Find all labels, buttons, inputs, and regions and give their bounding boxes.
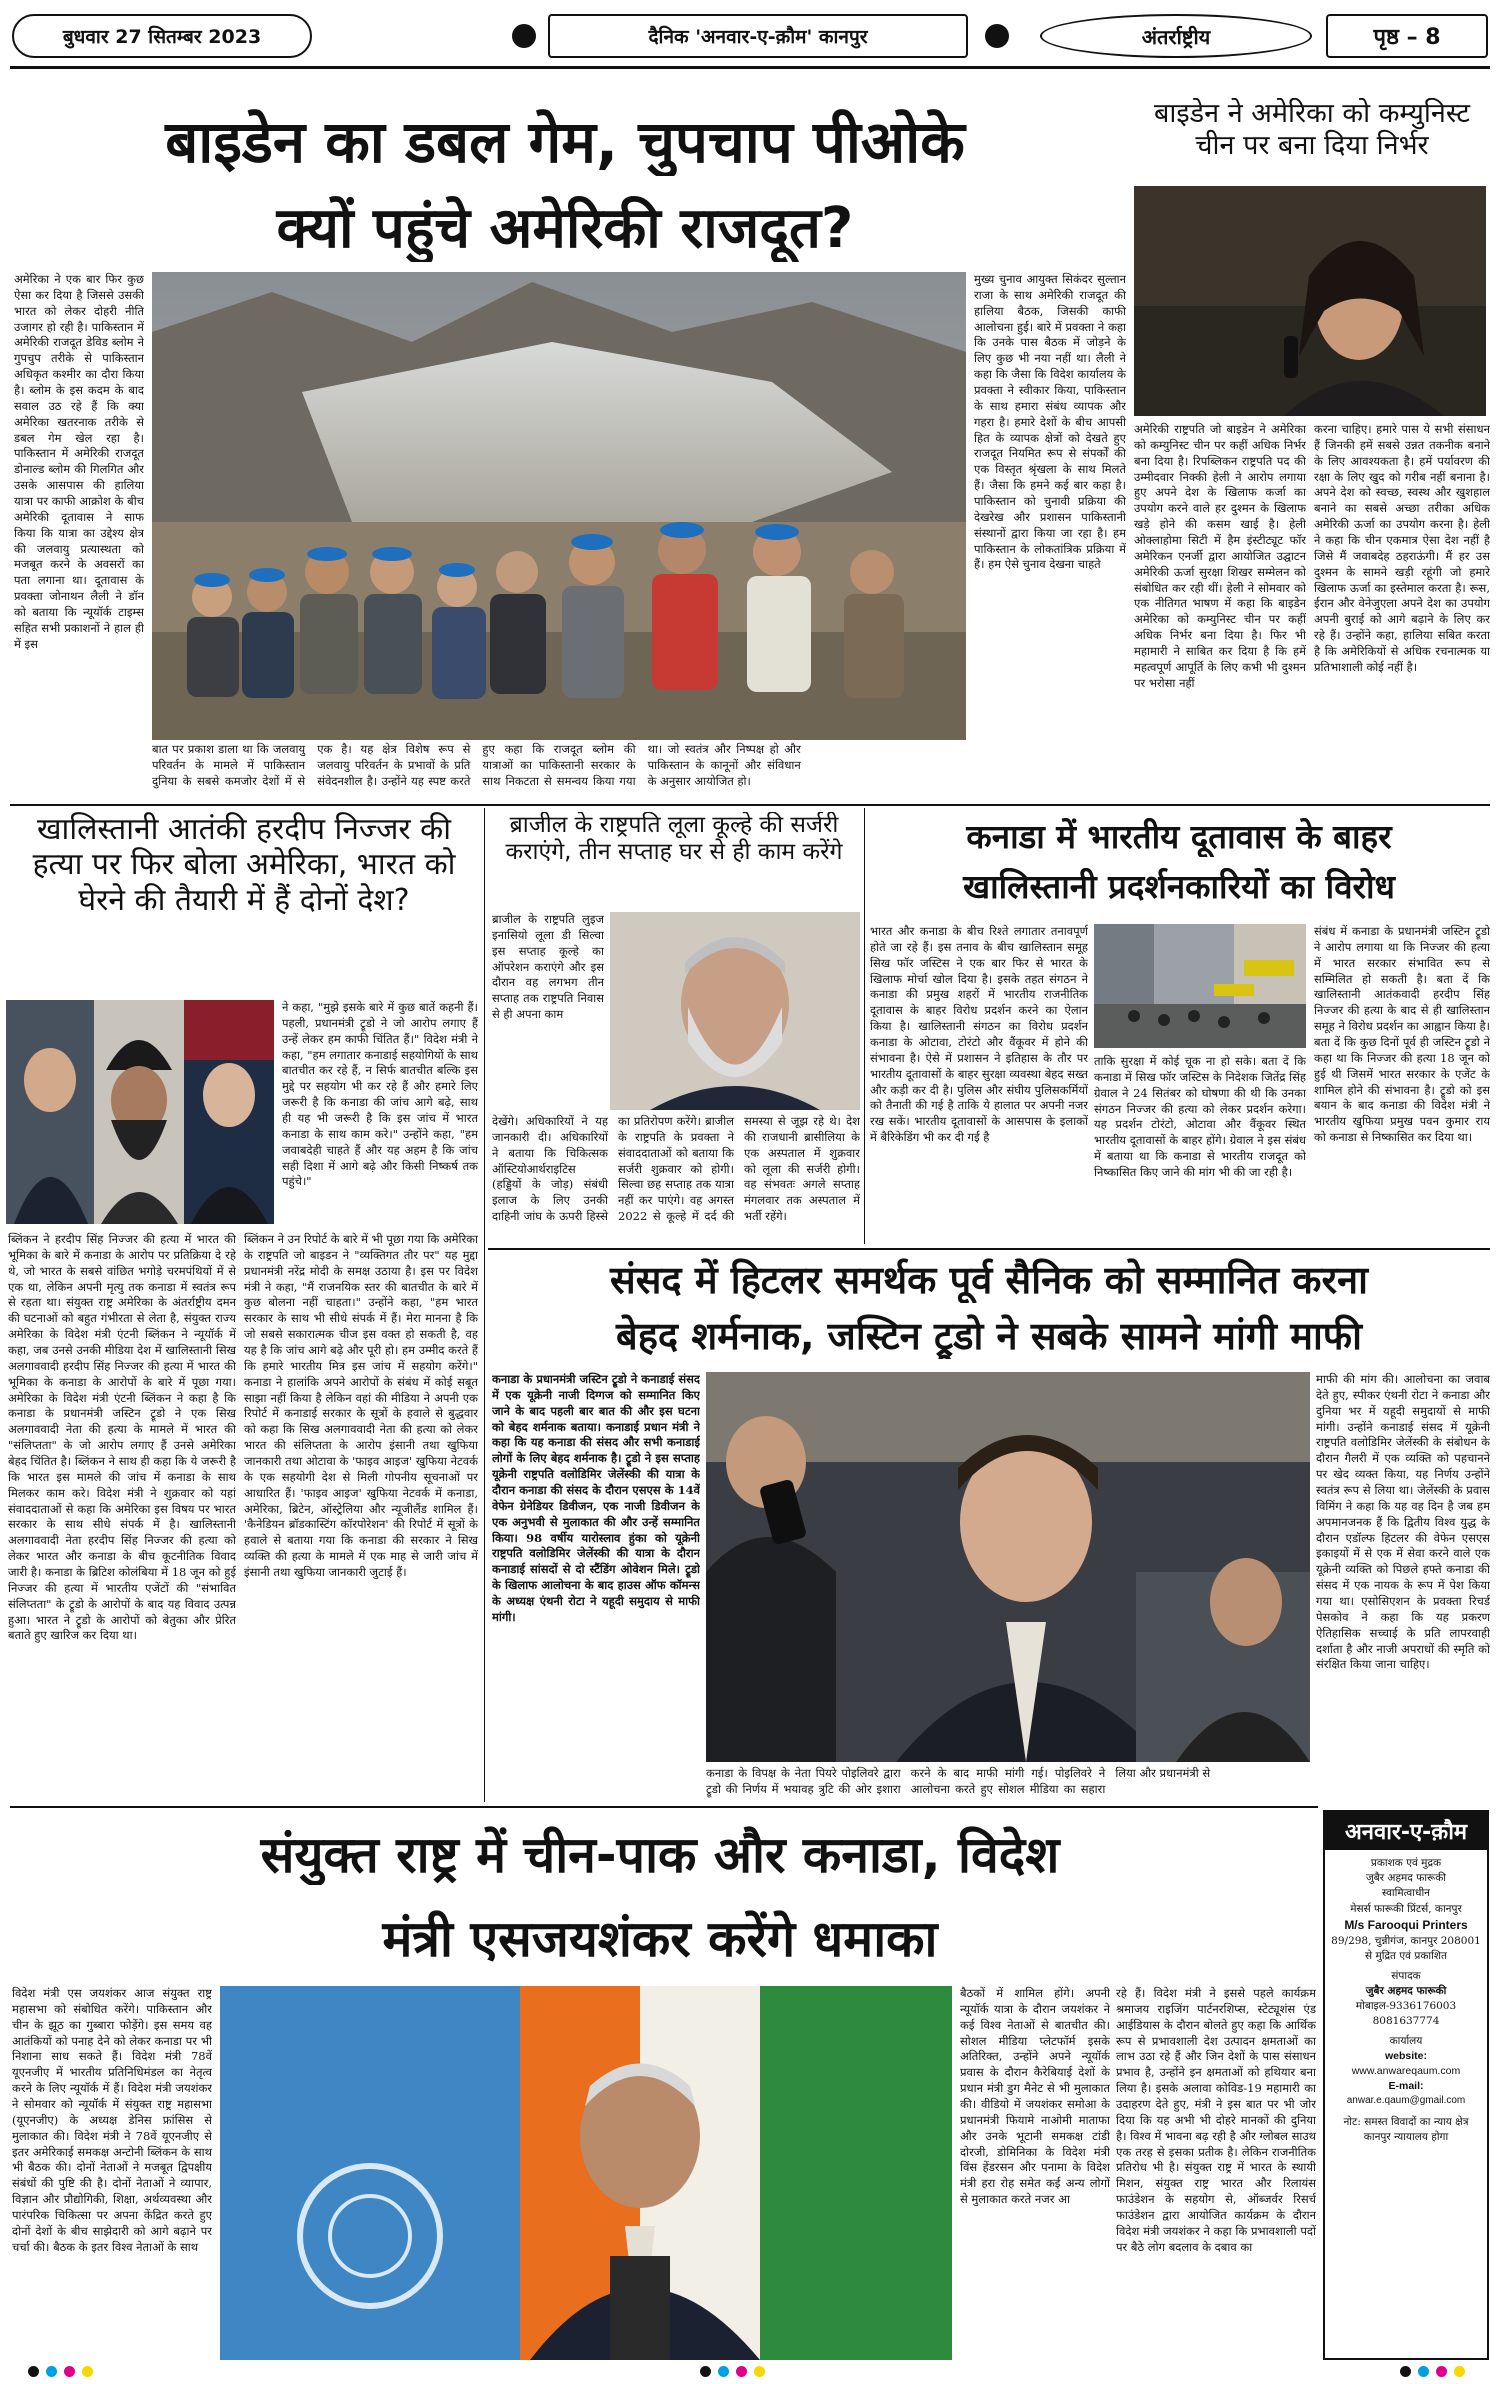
canada-protest-column-left: भारत और कनाडा के बीच रिश्ते लगातार तनावपूर्ण होते जा रहे हैं। इस तनाव के बीच खालिस्तान समूह सिख फॉर जस्टिस ने एक बार फिर से भारत के खिलाफ मोर्चा खोल दिया है। इसके तहत संगठन ने कनाडा की प्रमुख शहरों में भारतीय राजनीतिक दूतावास के बाहर विरोध प्रदर्शन करने का ऐलान किया है। खालिस्तानी संगठन का विरोध प्रदर्शन कनाडा के ओटावा, टोरंटो और वैंकूवर में होने की संभावना है। ऐसे में प्रशासन ने इतिहास के तौर पर भारतीय दूतावासों के बाहर सुरक्षा व्यवस्था बेहद सख्त और कड़ी कर दी है। पुलिस और संघीय पुलिसकर्मियों को तैनाती की गई है ताकि ये हालात पर अपनी नजर रख सकें। भारतीय दूतावासों के आसपास के इलाकों में बैरिकेडिंग भी कर दी गई है <box>870 924 1088 1145</box>
lead-headline-line-2: क्यों पहुंचे अमेरिकी राजदूत? <box>276 196 854 261</box>
lead-group-photo <box>152 272 966 740</box>
imprint-box <box>1323 1810 1489 2360</box>
imprint-lines <box>1325 1850 1487 2151</box>
jaishankar-headline-line-1: संयुक्त राष्ट्र में चीन-पाक और कनाडा, विदेश <box>260 1826 1060 1884</box>
registration-mark <box>1436 2366 1447 2377</box>
jaishankar-column-left: विदेश मंत्री एस जयशंकर आज संयुक्त राष्ट्र महासभा को संबोधित करेंगे। पाकिस्तान और चीन के झूठ का गुब्बारा फोड़ेंगे। इस समय वह आतंकियों को पनाह देने को लेकर कनाडा पर भी निशाना साध सकते हैं। विदेश मंत्री 78वें यूएनजीए में भारतीय प्रतिनिधिमंडल का नेतृत्व करने के लिए न्यूयॉर्क में हैं। विदेश मंत्री जयशंकर ने सोमवार को न्यूयॉर्क में संयुक्त राष्ट्र महासभा (यूएनजीए) के अध्यक्ष डेनिस फ्रांसिस से मुलाकात की। विदेश मंत्री ने 78वें यूएनजीए से इतर अमेरिकाई समकक्ष अन्टोनी ब्लिंकन के साथ भी बैठक की। दोनों नेताओं ने मजबूत द्विपक्षीय संबंधों की पुष्टि की है। दोनों नेताओं ने व्यापार, विज्ञान और प्रौद्योगिकी, शिक्षा, अर्थव्यवस्था और पारंपरिक चिकित्सा पर अपना केंद्रित करते हुए दोनों देशों के बीच साझेदारी को आगे बढ़ाने पर चर्चा की। बैठक के इतर विश्व नेताओं के साथ <box>12 1986 212 2254</box>
nijjar-headline: खालिस्तानी आतंकी हरदीप निज्जर की हत्या पर फिर बोला अमेरिका, भारत को घेरने की तैयारी में हैं दोनों देश? <box>32 812 456 918</box>
trudeau-headline-line-2: बेहद शर्मनाक, जस्टिन ट्रूडो ने सबके सामने मांगी माफी <box>616 1314 1362 1358</box>
haley-photo <box>1134 186 1486 416</box>
haley-column-2: करना चाहिए। हमारे पास ये सभी संसाधन हैं जिनकी हमें सबसे उन्नत तकनीक बनाने के लिए आवश्यकता है। हमें पर्यावरण की रक्षा के लिए खुद को गरीब नहीं बनाना है। अपने देश को स्वच्छ, स्वस्थ और खुशहाल बनाने का सबसे अच्छा तरीका अधिक अमेरिकी ऊर्जा का उपयोग करना है। हेली ने कहा कि चीन एकमात्र ऐसा देश नहीं है जिसे मैं जवाबदेह ठहराऊंगी। मैं हर उस दुश्मन के सामने खड़ी रहूंगी जो हमारे खिलाफ ऊर्जा का इस्तेमाल करता है। रूस, ईरान और वेनेजुएला अपने देश का उपयोग अपनी बुराई को आगे बढ़ाने के लिए कर रहे हैं। उन्होंने कहा, हालिया सबित करता है कि अमेरिकियों से अधिक रचनात्मक या प्रतिभाशाली कोई नहीं है। <box>1314 422 1490 674</box>
lead-column-right: मुख्य चुनाव आयुक्त सिकंदर सुल्तान राजा के साथ अमेरिकी राजदूत की हालिया बैठक, जिसकी काफी आलोचना हुई। बारे में प्रवक्ता ने कहा कि उनके पास बैठक में जोड़ने के लिए कुछ भी नया नहीं था। लैली ने कहा कि जैसा कि विदेश कार्यालय के प्रवक्ता ने स्वीकार किया, पाकिस्तान के साथ हमारा संबंध व्यापक और गहरा है। हमारे देशों के बीच आपसी हित के व्यापक क्षेत्रों को देखते हुए राजदूत नियमित रूप से संपर्कों की एक विस्तृत श्रृंखला के साथ मिलते हैं। जैसा कि हमने कई बार कहा है। पाकिस्तान को चुनावी प्रक्रिया की देखरेख और प्रशासन पाकिस्तानी संस्थानों द्वारा किया जा रहा है। हम पाकिस्तान के लोकतांत्रिक प्रक्रिया में हैं। हम ऐसे चुनाव देखना चाहते <box>974 272 1126 572</box>
lula-photo <box>610 912 860 1110</box>
registration-mark <box>754 2366 765 2377</box>
registration-mark <box>1418 2366 1429 2377</box>
bullet-icon <box>512 24 536 48</box>
nijjar-column-beside-photo: ने कहा, "मुझे इसके बारे में कुछ बातें कहनी हैं। पहली, प्रधानमंत्री ट्रूडो ने जो आरोप लगाए हैं उन्हें लेकर हम काफी चिंतित हैं।" विदेश मंत्री ने कहा, "हम लगातार कनाडाई सहयोगियों के साथ बातचीत कर रहे हैं, न सिर्फ बातचीत बल्कि इस मुद्दे पर सहयोग भी कर रहे हैं और हमारे लिए जरूरी है कि कनाडा की जांच आगे बढ़े, साथ ही यह भी जरूरी है कि इस जांच में भारत कनाडा के साथ काम करे।" उन्होंने कहा, "हम जवाबदेही चाहते हैं और यह अहम है कि जांच सही दिशा में आगे बढ़े और किसी निष्कर्ष तक पहुंचे।" <box>282 1000 478 1189</box>
imprint-email[interactable]: anwar.e.qaum@gmail.com <box>1346 2095 1466 2107</box>
trudeau-column-right: माफी की मांग की। आलोचना का जवाब देते हुए, स्पीकर एंथनी रोटा ने कनाडा और दुनिया भर में यहूदी समुदायों से माफी मांगी। उन्होंने कनाडाई संसद में यूक्रेनी राष्ट्रपति वलोडिमिर जेलेंस्की के संबोधन के दौरान गैलरी में एक व्यक्ति को पहचानने पर खेद व्यक्त किया, यह निर्णय उन्होंने स्वतंत्र रूप से लिया था। जेलेंस्की के प्रवास विमिंग ने कहा कि यह वह दिन है जब हम अपमानजनक हैं कि द्वितीय विश्व युद्ध के दौरान एडॉल्फ हिटलर की वेफेन एसएस इकाइयों में से एक में सेवा करने वाले एक यूक्रेनी व्यक्ति को पिछले हफ्ते कनाडा की संसद में एक नायक के रूप में पेश किया गया था। एसोसिएशन के प्रवक्ता रिचर्ड पेसकोव ने कहा कि यह प्रकरण ऐतिहासिक सच्चाई के प्रति लापरवाही दर्शाता है और नाजी अपराधों की स्मृति को संरक्षित किया जाना चाहिए। <box>1316 1372 1490 1672</box>
lead-headline-line-1: बाइडेन का डबल गेम, चुपचाप पीओके <box>165 108 965 176</box>
nijjar-column-right: ब्लिंकन ने उन रिपोर्ट के बारे में भी पूछा गया कि अमेरिका के राष्ट्रपति जो बाइडन ने "व्यक्तिगत तौर पर" यह मुद्दा प्रधानमंत्री नरेंद्र मोदी के समक्ष उठाया है। इस पर विदेश मंत्री ने कहा, "मैं राजनयिक स्तर की बातचीत के बारे में कुछ बोलना नहीं चाहता।" उन्होंने कहा, "हम भारत सरकार के साथ भी सीधे संपर्क में हैं। मेरा मानना है कि जो सबसे सकारात्मक चीज इस वक्त हो सकती है, वह यह है कि जांच आगे बढ़े और पूरी हो। हम उम्मीद करते हैं कि हमारे भारतीय मित्र इस जांच में सहयोग करेंगे।" कनाडा ने हालांकि अपने आरोपों के संबंध में कोई सबूत साझा नहीं किया है लेकिन वहां की मीडिया ने अपनी एक रिपोर्ट में कनाडाई सरकार के सूत्रों के हवाले से बुद्धवार को कहा कि सिख अलगाववादी नेता की हत्या को लेकर भारत की संलिप्तता के आरोप इंसानी तथा खुफिया जानकारी तथा ओटावा के 'फाइव आइज' खुफिया नेटवर्क के एक सहयोगी देश से मिली गोपनीय सूचनाओं पर आधारित हैं। 'फाइव आइज' खुफिया नेटवर्क में कनाडा, अमेरिका, ब्रिटेन, ऑस्ट्रेलिया और न्यूजीलैंड शामिल हैं। 'कैनेडियन ब्रॉडकास्टिंग कॉरपोरेशन' की रिपोर्ट में सूत्रों के हवाले से बताया गया कि कनाडा की सरकार ने सिख व्यक्ति की हत्या के मामले में एक माह से जारी जांच में इंसानी तथा खुफिया जानकारी जुटाई हैं। <box>244 1232 478 1580</box>
bullet-icon <box>985 24 1009 48</box>
canada-protest-column-mid: ताकि सुरक्षा में कोई चूक ना हो सके। बता दें कि कनाडा में सिख फॉर जस्टिस के निदेशक जितेंद्र सिंह ग्रेवाल ने 24 सितंबर को घोषणा की थी कि उनका संगठन निज्जर की हत्या को लेकर प्रदर्शन करेगा। यह प्रदर्शन टोरंटो, ओटावा और वैंकूवर स्थित भारतीय दूतावासों के बाहर होंगे। ग्रेवाल ने इस संबंध में बताया था कि कनाडा से भारतीय राजदूत को निष्कासित किए जाने की मांग भी की जा रही है। <box>1094 1054 1306 1180</box>
page-number: पृष्ठ – 8 <box>1326 14 1488 58</box>
registration-mark <box>700 2366 711 2377</box>
imprint-line: नोट: समस्त विवादों का न्याय क्षेत्र कानपुर न्यायालय होगा <box>1343 2115 1469 2144</box>
imprint-line: 89/298, चुन्नीगंज, कानपुर 208001 से मुद्रित एवं प्रकाशित <box>1331 1935 1481 1963</box>
imprint-line: मेसर्स फारूकी प्रिंटर्स, कानपुर <box>1350 1902 1462 1915</box>
jaishankar-column-mid: बैठकों में शामिल होंगे। अपनी न्यूयॉर्क यात्रा के दौरान जयशंकर ने कई विश्व नेताओं से बातचीत की। सोशल मीडिया प्लेटफॉर्म इसके अतिरिक्त, उन्होंने अपने न्यूयॉर्क प्रवास के दौरान कैरेबियाई देशों के प्रधान मंत्री डुग मैनेट से भी मुलाकात की। वीडियो में जयशंकर समोआ के प्रधानमंत्री फियामे नाओमी माताफा और उनके भूटानी समकक्ष टांडी दोरजी, डोमिनिका के विदेश मंत्री विंस हेंडरसन और पनामा के विदेश मंत्री हरा रोह समेत कई अन्य लोगों से मुलाकात करते नजर आ <box>960 1986 1110 2207</box>
imprint-line: स्वामित्वाधीन <box>1382 1887 1430 1900</box>
registration-mark <box>64 2366 75 2377</box>
canada-protest-headline-line-1: कनाडा में भारतीय दूतावास के बाहर <box>966 818 1392 856</box>
imprint-brand: अनवार-ए-क़ौम <box>1325 1812 1487 1850</box>
date-label: बुधवार 27 सितम्बर 2023 <box>12 14 312 58</box>
jaishankar-headline-line-2: मंत्री एसजयशंकर करेंगे धमाका <box>382 1910 938 1968</box>
imprint-line: जुबैर अहमद फारूकी <box>1365 1984 1447 1997</box>
nijjar-photos <box>6 1000 274 1224</box>
trudeau-photo <box>706 1372 1310 1762</box>
lula-column-beside-photo: ब्राजील के राष्ट्रपति लुइज इनासियो लूला डी सिल्वा इस सप्ताह कूल्हे का ऑपरेशन कराएंगे और इस दौरान वह लगभग तीन सप्ताह तक राष्ट्रपति निवास से ही अपना काम <box>492 912 604 1022</box>
imprint-line: मोबाइल-9336176003 <box>1355 2000 1457 2013</box>
trudeau-photo-caption: कनाडा के विपक्ष के नेता पियरे पोइलिवरे द्वारा ट्रूडो की निर्णय में भयावह त्रुटि की ओर इशारा करने के बाद माफी मांगी गई। पोइलिवरे ने आलोचना करते हुए सोशल मीडिया का सहारा लिया और प्रधानमंत्री से <box>706 1766 1211 1796</box>
registration-mark <box>82 2366 93 2377</box>
lead-column-left: अमेरिका ने एक बार फिर कुछ ऐसा कर दिया है जिससे उसकी भारत को लेकर दोहरी नीति उजागर हो रही है। पाकिस्तान में अमेरिकी राजदूत डेविड ब्लोम ने गुपचुप तरीके से पाकिस्तान अधिकृत कश्मीर का दौरा किया है। ब्लोम के इस कदम के बाद सवाल उठ रहे हैं कि क्या अमेरिका खतरनाक तरीके से डबल गेम खेल रहा है। पाकिस्तान में अमेरिकी राजदूत डोनाल्ड ब्लोम की गिलगित और उसके आसपास की हालिया यात्रा पर काफी आक्रोश के बीच अमेरिकी दूतावास ने साफ किया कि यात्रा का उद्देश्य क्षेत्र की जलवायु प्रत्यास्थता को मजबूत करने के अवसरों का पता लगाना था। दूतावास के प्रवक्ता जोनाथन लैली ने डॉन को बताया कि न्यूयॉर्क टाइम्स सहित सभी प्रकाशनों ने हाल ही में इस <box>14 272 144 651</box>
canada-protest-column-right: संबंध में कनाडा के प्रधानमंत्री जस्टिन ट्रूडो ने आरोप लगाया था कि निज्जर की हत्या में भारत सरकार संभावित रूप से सम्मिलित हो सकती है। बता दें कि खालिस्तानी आतंकवादी हरदीप सिंह निज्जर की हत्या के बाद से ही खालिस्तान समूह ने विरोध प्रदर्शन का आह्वान किया है। बता दें कि कुछ दिनों पूर्व ही जस्टिन ट्रूडो ने कहा था कि निज्जर की हत्या 18 जून को हुई थी जिसमें भारत सरकार के एजेंट के शामिल होने की संभावना है। ट्रूडो को इस बयान के बाद कनाडा की विदेश मंत्री ने भारतीय खुफिया प्रमुख पवन कुमार राय को कनाडा से निष्कासित कर दिया था। <box>1314 924 1490 1145</box>
jaishankar-photo <box>220 1986 952 2360</box>
lula-column-bottom: देखेंगे। अधिकारियों ने यह जानकारी दी। अधिकारियों ने बताया कि चिकित्सक ऑस्टियोआर्थराइटिस (हड्डियों के जोड़) संबंधी इलाज के लिए उनकी दाहिनी जांघ के ऊपरी हिस्से का प्रतिरोपण करेंगे। ब्राजील के राष्ट्रपति के प्रवक्ता ने संवाददाताओं को बताया कि सर्जरी शुक्रवार को होगी। सिल्वा छह सप्ताह तक यात्रा नहीं कर पाएंगे। वह अगस्त 2022 से कूल्हे में दर्द की समस्या से जूझ रहे थे। देश की राजधानी ब्रासीलिया के एक अस्पताल में शुक्रवार को लूला की सर्जरी होगी। वह संभवतः अगले सप्ताह मंगलवार तक अस्पताल में भर्ती रहेंगे। <box>492 1114 860 1224</box>
imprint-line: संपादक <box>1391 1969 1421 1982</box>
imprint-website[interactable]: www.anwareqaum.com <box>1351 2065 1461 2078</box>
imprint-line: 8081637774 <box>1372 2015 1440 2028</box>
section-rule <box>488 1248 1490 1250</box>
lula-headline: ब्राजील के राष्ट्रपति लूला कूल्हे की सर्जरी कराएंगे, तीन सप्ताह घर से ही काम करेंगे <box>505 812 843 866</box>
column-rule <box>484 808 485 1802</box>
column-rule <box>864 808 865 1244</box>
imprint-line: M/s Farooqui Printers <box>1344 1917 1468 1932</box>
registration-mark <box>28 2366 39 2377</box>
imprint-line: प्रकाशक एवं मुद्रक <box>1370 1857 1442 1869</box>
section-rule <box>10 1806 1318 1808</box>
canada-protest-photo <box>1094 924 1306 1048</box>
masthead-rule <box>10 66 1490 69</box>
imprint-line: कार्यालय <box>1389 2034 1423 2047</box>
jaishankar-column-right: रहे हैं। विदेश मंत्री ने इससे पहले कार्यक्रम श्रमाजय राइजिंग पार्टनरशिप्स, स्टेट्यूशंस एंड आईडियास के दौरान बोलते हुए कहा कि आर्थिक रूप से प्रभावशाली देश उत्पादन क्षमताओं का लाभ उठा रहे हैं और जिन देशों के पास संसाधन प्रभाव है, उन्होंने इन क्षमताओं को हथियार बना लिया है। इसके अलावा कोविड-19 महामारी का उदाहरण देते हुए, मंत्री ने इस बात पर भी जोर दिया कि यह अभी भी दोहरे मानकों की दुनिया है। विश्व में भावना बढ़ रही है और ग्लोबल साउथ एक तरह से इसका प्रतीक है। लेकिन राजनीतिक प्रतिरोध भी है। संयुक्त राष्ट्र में भारत के स्थायी मिशन, संयुक्त राष्ट्र भारत और रिलायंस फाउंडेशन के सहयोग से, ऑब्जर्वर रिसर्च फाउंडेशन द्वारा आयोजित कार्यक्रम के दौरान विदेश मंत्री जयशंकर ने कहा कि प्रभावशाली पदों पर बैठे लोग बदलाव के दबाव का <box>1116 1986 1316 2254</box>
registration-mark <box>1400 2366 1411 2377</box>
section-rule <box>10 804 1490 806</box>
section-label: अंतर्राष्ट्रीय <box>1040 14 1312 58</box>
registration-mark <box>46 2366 57 2377</box>
paper-name: दैनिक 'अनवार-ए-क़ौम' कानपुर <box>548 14 968 58</box>
imprint-line: E-mail: <box>1388 2080 1424 2093</box>
registration-mark <box>736 2366 747 2377</box>
imprint-line: जुबैर अहमद फारूकी <box>1366 1872 1446 1885</box>
imprint-line: website: <box>1384 2049 1427 2062</box>
trudeau-column-left: कनाडा के प्रधानमंत्री जस्टिन ट्रूडो ने कनाडाई संसद में एक यूक्रेनी नाजी दिग्गज को सम्मानित किए जाने के बाद पहली बार बात की और इस घटना को बेहद शर्मनाक बताया। कनाडाई प्रधान मंत्री ने कहा कि यह कनाडा की संसद और सभी कनाडाई लोगों के लिए बेहद शर्मनाक है। ट्रूडो ने इस सप्ताह यूक्रेनी राष्ट्रपति वलोडिमिर जेलेंस्की की यात्रा के दौरान कनाडा की संसद के दौरान एसएस के 14वें वेफेन ग्रेनेडियर डिवीजन, एक नाजी डिवीजन के एक अनुभवी से मुलाकात की और उन्हें सम्मानित किया। 98 वर्षीय यारोस्लाव हुंका को यूक्रेनी राष्ट्रपति वलोडिमिर जेलेंस्की की यात्रा के दौरान कनाडाई सांसदों से दो स्टैंडिंग ओवेशन मिले। ट्रूडो के खिलाफ आलोचना के बाद हाउस ऑफ कॉमन्स के अध्यक्ष एंथनी रोटा ने यहूदी समुदाय से माफी मांगी। <box>492 1372 700 1624</box>
nijjar-column-left: ब्लिंकन ने हरदीप सिंह निज्जर की हत्या में भारत की भूमिका के बारे में कनाडा के आरोप पर प्रतिक्रिया दे रहे थे, जो भारत के सबसे वांछित भगोड़े चरमपंथियों में से एक था, लेकिन अपनी मृत्यु तक कनाडा में स्वतंत्र रूप से रहता था। संयुक्त राष्ट्र अमेरिका के अंतर्राष्ट्रीय दमन की घटनाओं को बहुत गंभीरता से लेता है, संयुक्त राज्य अमेरिका के विदेश मंत्री एंटनी ब्लिंकन ने न्यूयॉर्क में कहा, जब उनसे उनकी मीडिया देश में खालिस्तानी सिख अलगाववादी हरदीप सिंह निज्जर की हत्या में भारत की भूमिका के कनाडा के आरोपों के बारे में पूछा गया। अमेरिका के विदेश मंत्री एंटनी ब्लिंकन ने कहा है कि कनाडा के प्रधानमंत्री जस्टिन ट्रूडो ने एक सिख अलगाववादी नेता की हत्या के मामले में भारत की "संलिप्तता" के जो आरोप लगाए हैं उनसे अमेरिका बेहद चिंतित है। ब्लिंकन ने साथ ही कहा कि ये जरूरी है कि भारत इस मामले की जांच में कनाडा के साथ मिलकर काम करे। विदेश मंत्री ने शुक्रवार को यहां संवाददाताओं से कहा कि अमेरिका इस विषय पर भारत सरकार के साथ सीधे संपर्क में है। खालिस्तानी अलगाववादी नेता हरदीप सिंह निज्जर की हत्या को लेकर भारत और कनाडा के बीच कूटनीतिक विवाद जारी है। कनाडा के ब्रिटिश कोलंबिया में 18 जून को हुई निज्जर की हत्या में भारतीय एजेंटों की "संभावित संलिप्तता" के ट्रूडो के आरोपों के बाद यह विवाद उत्पन्न हुआ। भारत ने ट्रूडो के आरोपों को बेतुका और प्रेरित बताते हुए खारिज कर दिया था। <box>8 1232 236 1643</box>
haley-column-1: अमेरिकी राष्ट्रपति जो बाइडेन ने अमेरिका को कम्युनिस्ट चीन पर कहीं अधिक निर्भर बना दिया है। रिपब्लिकन राष्ट्रपति पद की उम्मीदवार निक्की हेली ने आरोप लगाया हुए अपने देश के खिलाफ कर्जा का उपयोग करने वाले हर दुश्मन के खिलाफ खड़े होने की कसम खाई है। हेली ओक्लाहोमा सिटी में हैम इंस्टीट्यूट फॉर अमेरिकन एनर्जी द्वारा आयोजित उद्घाटन अमेरिकी ऊर्जा सुरक्षा शिखर सम्मेलन को संबोधित कर रही थीं। हेली ने सोमवार को एक नीतिगत भाषण में कहा कि बाइडेन अमेरिका को कम्युनिस्ट चीन पर कहीं अधिक निर्भर बना दिया है। फिर भी महामारी ने साबित कर दिया है कि हमें महत्वपूर्ण आपूर्ति के लिए कभी भी दुश्मन पर भरोसा नहीं <box>1134 422 1306 690</box>
lead-column-bottom: बात पर प्रकाश डाला था कि जलवायु परिवर्तन के मामले में पाकिस्तान दुनिया के सबसे कमजोर देशों में से एक है। यह क्षेत्र विशेष रूप से जलवायु परिवर्तन के प्रभावों के प्रति संवेदनशील है। उन्होंने यह स्पष्ट करते हुए कहा कि राजदूत ब्लोम की यात्राओं का पाकिस्तानी सरकार के साथ निकटता से समन्वय किया गया था। जो स्वतंत्र और निष्पक्ष हो और पाकिस्तान के कानूनों और संविधान के अनुसार आयोजित हो। <box>152 742 801 788</box>
registration-mark <box>718 2366 729 2377</box>
haley-headline: बाइडेन ने अमेरिका को कम्युनिस्ट चीन पर बना दिया निर्भर <box>1154 98 1470 161</box>
canada-protest-headline-line-2: खालिस्तानी प्रदर्शनकारियों का विरोध <box>963 868 1395 906</box>
trudeau-headline-line-1: संसद में हिटलर समर्थक पूर्व सैनिक को सम्मानित करना <box>610 1258 1368 1302</box>
registration-mark <box>1454 2366 1465 2377</box>
